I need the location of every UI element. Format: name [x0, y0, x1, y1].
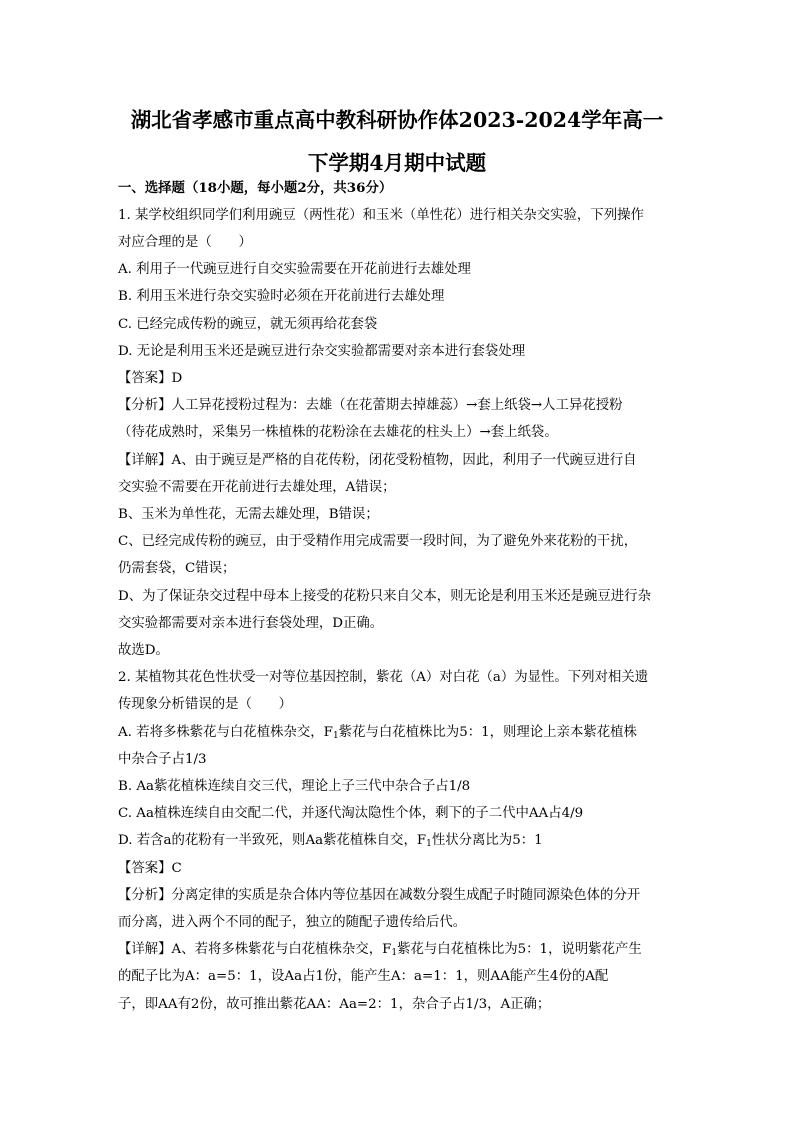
q2-option-a-line2: 中杂合子占1/3	[118, 752, 207, 767]
q2-analysis-line1: 【分析】分离定律的实质是杂合体内等位基因在减数分裂生成配子时随同源染色体的分开	[118, 888, 641, 903]
q2-detail-subscript: 1	[391, 948, 398, 958]
q2-detail-line2: 的配子比为A：a=5：1，设Aa占1份，能产生A：a=1：1，则AA能产生4份的A配	[118, 969, 609, 984]
q1-detail-line4: C、已经完成传粉的豌豆，由于受精作用完成需要一段时间，为了避免外来花粉的干扰，	[118, 534, 638, 549]
q1-detail-line3: B、玉米为单性花，无需去雄处理，B错误；	[118, 507, 379, 522]
q1-stem-line1: 1. 某学校组织同学们利用豌豆（两性花）和玉米（单性花）进行相关杂交实验，下列操作	[118, 208, 644, 223]
q1-detail-line5: 仍需套袋，C错误；	[118, 561, 236, 576]
q1-detail-line6: D、为了保证杂交过程中母本上接受的花粉只来自父本，则无论是利用玉米还是豌豆进行杂	[118, 589, 651, 604]
q2-option-c: C. Aa植株连续自由交配二代，并逐代淘汰隐性个体，剩下的子二代中AA占4/9	[118, 806, 584, 821]
q2-option-a-text-end: 紫花与白花植株比为5：1，则理论上亲本紫花植株	[338, 725, 637, 740]
q1-option-b: B. 利用玉米进行杂交实验时必须在开花前进行去雄处理	[118, 289, 445, 304]
q2-answer: 【答案】C	[118, 861, 182, 876]
q2-option-a-subscript: 1	[332, 731, 339, 741]
q1-analysis-line1: 【分析】人工异花授粉过程为：去雄（在花蕾期去掉雄蕊）→套上纸袋→人工异花授粉	[118, 398, 623, 413]
q2-stem-line2: 传现象分析错误的是（ ）	[118, 697, 293, 712]
q2-option-a-line1	[118, 724, 637, 741]
q1-conclusion: 故选D。	[118, 643, 169, 658]
q2-detail-line3: 子，即AA有2份，故可推出紫花AA：Aa=2：1，杂合子占1/3，A正确；	[118, 997, 551, 1012]
q1-option-a: A. 利用子一代豌豆进行自交实验需要在开花前进行去雄处理	[118, 262, 471, 277]
q1-detail-line2: 交实验不需要在开花前进行去雄处理，A错误；	[118, 480, 396, 495]
document-title-line1: 湖北省孝感市重点高中教科研协作体2023-2024学年高一	[130, 108, 664, 132]
q1-analysis-line2: （待花成熟时，采集另一株植株的花粉涂在去雄花的柱头上）→套上纸袋。	[118, 425, 558, 440]
q1-option-d: D. 无论是利用玉米还是豌豆进行杂交实验都需要对亲本进行套袋处理	[118, 344, 526, 359]
q2-option-d-subscript: 1	[426, 839, 432, 849]
q2-option-d	[118, 832, 543, 849]
q1-detail-line1: 【详解】A、由于豌豆是严格的自花传粉，闭花受粉植物，因此，利用子一代豌豆进行自	[118, 453, 637, 468]
q2-analysis-line2: 而分离，进入两个不同的配子，独立的随配子遗传给后代。	[118, 915, 467, 930]
q2-option-d-text-start: D. 若含a的花粉有一半致死，则Aa紫花植株自交，F	[118, 833, 427, 848]
section-heading: 一、选择题（18小题，每小题2分，共36分）	[118, 180, 393, 196]
q2-detail-line1	[118, 941, 642, 958]
q2-stem-line1: 2. 某植物其花色性状受一对等位基因控制，紫花（A）对白花（a）为显性。下列对相关遗	[118, 670, 649, 685]
q2-option-b: B. Aa紫花植株连续自交三代，理论上子三代中杂合子占1/8	[118, 779, 471, 794]
q1-detail-line7: 交实验都需要对亲本进行套袋处理，D正确。	[118, 616, 384, 631]
q2-option-d-text-end: 性状分离比为5：1	[431, 833, 543, 848]
q2-detail-text-end: 紫花与白花植株比为5：1，说明紫花产生	[397, 942, 642, 957]
q2-detail-text-start: 【详解】A、若将多株紫花与白花植株杂交，F	[118, 942, 392, 957]
q1-option-c: C. 已经完成传粉的豌豆，就无须再给花套袋	[118, 317, 378, 332]
document-title-line2: 下学期4月期中试题	[307, 151, 487, 175]
q1-answer: 【答案】D	[118, 371, 183, 386]
q1-stem-line2: 对应合理的是（ ）	[118, 235, 252, 250]
q2-option-a-text-start: A. 若将多株紫花与白花植株杂交，F	[118, 725, 333, 740]
